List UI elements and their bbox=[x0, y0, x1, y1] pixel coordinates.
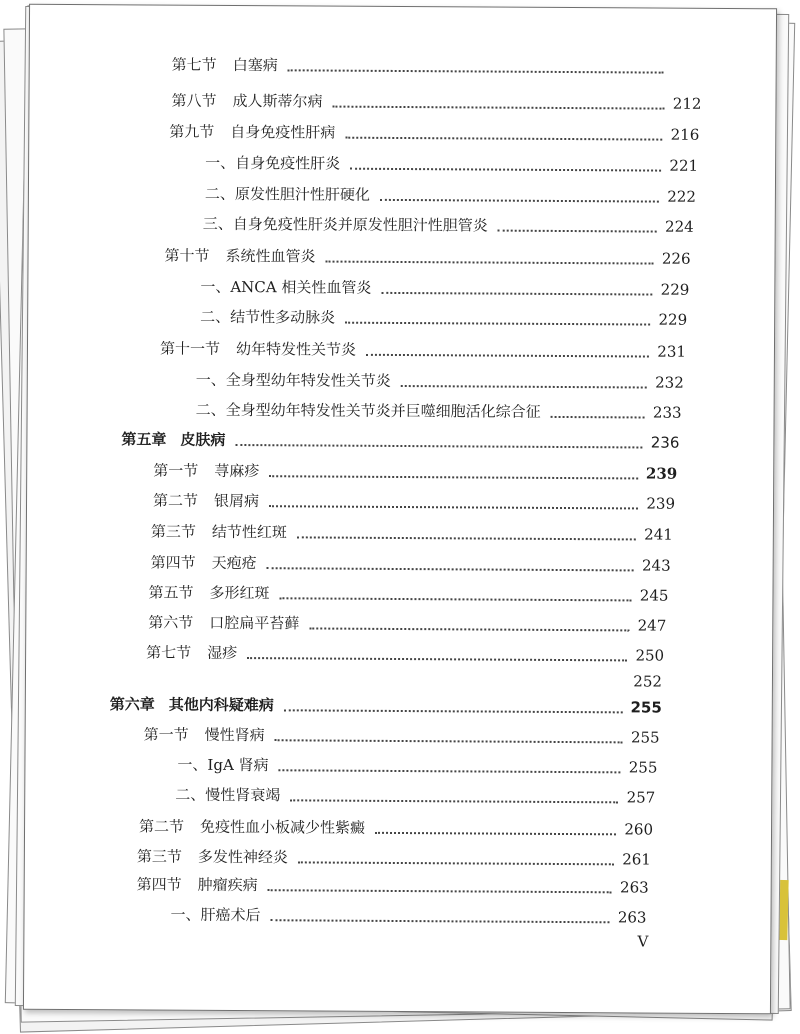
toc-section: 第三节 bbox=[136, 847, 182, 866]
toc-section: 第六节 bbox=[148, 613, 194, 632]
toc-section: 第二节 bbox=[139, 817, 185, 836]
toc-entry bbox=[526, 668, 662, 691]
toc-page-number: 231 bbox=[657, 342, 687, 361]
toc-title: 白塞病 bbox=[232, 55, 278, 75]
toc-entry[interactable] bbox=[171, 88, 701, 113]
toc-section: 一、 bbox=[177, 755, 208, 774]
toc-page-number: 236 bbox=[650, 433, 680, 452]
toc-page-number: 257 bbox=[626, 788, 656, 807]
leader-dots bbox=[298, 859, 614, 865]
toc-section: 第九节 bbox=[169, 122, 215, 141]
toc-title: 自身免疫性肝炎 bbox=[235, 153, 341, 173]
toc-title: 全身型幼年特发性关节炎并巨噬细胞活化综合征 bbox=[225, 400, 541, 421]
toc-entry[interactable] bbox=[144, 721, 660, 746]
toc-title: 结节性红斑 bbox=[211, 522, 287, 542]
toc-page-number: 222 bbox=[667, 187, 696, 206]
toc-section: 一、 bbox=[170, 905, 201, 924]
toc-entry[interactable] bbox=[172, 52, 672, 77]
leader-dots bbox=[332, 104, 664, 110]
toc-entry[interactable] bbox=[196, 367, 684, 392]
toc-page-number: 216 bbox=[670, 125, 700, 144]
toc-page-number: 255 bbox=[630, 698, 662, 717]
leader-dots bbox=[380, 197, 659, 203]
toc-title: 多形红斑 bbox=[209, 583, 270, 603]
toc-page-number: 245 bbox=[639, 586, 669, 605]
toc-page-number: 212 bbox=[672, 94, 702, 113]
leader-dots bbox=[235, 442, 642, 448]
toc-section: 第十一节 bbox=[159, 339, 221, 358]
toc-page-number: 255 bbox=[630, 728, 660, 747]
leader-dots bbox=[267, 565, 634, 571]
toc-section: 第十节 bbox=[164, 246, 210, 265]
toc-page-number: 263 bbox=[617, 908, 647, 927]
toc-entry[interactable] bbox=[203, 211, 694, 236]
toc-entry[interactable] bbox=[137, 843, 651, 868]
toc-section: 第二节 bbox=[152, 491, 199, 510]
toc-entry[interactable] bbox=[153, 457, 677, 482]
page-number-footer: V bbox=[637, 932, 649, 951]
toc-title: 湿疹 bbox=[207, 643, 238, 663]
toc-entry[interactable] bbox=[148, 609, 666, 634]
toc-page-number: 255 bbox=[628, 758, 658, 777]
toc-chapter-title: 皮肤病 bbox=[180, 430, 226, 449]
leader-dots bbox=[275, 737, 623, 743]
toc-title: 肿瘤疾病 bbox=[197, 875, 258, 895]
toc-page-number: 229 bbox=[658, 310, 688, 329]
leader-dots bbox=[279, 595, 631, 601]
toc-entry[interactable] bbox=[153, 487, 675, 512]
toc-title: 慢性肾病 bbox=[204, 725, 265, 745]
leader-dots bbox=[284, 707, 623, 713]
toc-entry[interactable] bbox=[170, 902, 646, 927]
toc-page-number: 250 bbox=[635, 646, 665, 665]
toc-page-number: 239 bbox=[646, 494, 676, 513]
toc-chapter[interactable] bbox=[110, 691, 662, 716]
toc-section: 二、 bbox=[204, 184, 235, 203]
toc-title: 免疫性血小板减少性紫癜 bbox=[200, 817, 366, 837]
toc-page-number: 252 bbox=[633, 672, 663, 691]
toc-entry[interactable] bbox=[151, 518, 673, 543]
toc-page-number: 232 bbox=[655, 373, 684, 392]
toc-page-number: 241 bbox=[644, 525, 673, 544]
toc-entry[interactable] bbox=[164, 243, 690, 268]
toc-page-number: 239 bbox=[645, 464, 678, 483]
leader-dots bbox=[326, 259, 654, 265]
leader-dots bbox=[297, 534, 636, 540]
toc-chapter-number: 第六章 bbox=[109, 695, 155, 714]
toc-section: 第一节 bbox=[153, 461, 199, 480]
leader-dots bbox=[381, 290, 652, 296]
toc-page bbox=[23, 4, 777, 1015]
toc-title: 幼年特发性关节炎 bbox=[235, 339, 357, 359]
toc-entry[interactable] bbox=[160, 336, 686, 361]
leader-dots bbox=[401, 383, 647, 389]
leader-dots bbox=[366, 352, 649, 358]
toc-title: 结节性多动脉炎 bbox=[230, 307, 336, 327]
toc-entry[interactable] bbox=[146, 639, 664, 664]
toc-title: 全身型幼年特发性关节炎 bbox=[225, 370, 391, 390]
toc-section: 二、 bbox=[175, 785, 206, 804]
toc-section: 一、 bbox=[205, 153, 236, 172]
leader-dots bbox=[269, 503, 638, 509]
toc-section: 第八节 bbox=[171, 91, 217, 110]
toc-entry[interactable] bbox=[205, 150, 698, 175]
toc-title: 成人斯蒂尔病 bbox=[232, 91, 323, 111]
toc-section: 第五节 bbox=[148, 583, 194, 602]
toc-page-number: 221 bbox=[669, 156, 699, 175]
toc-title: 银屑病 bbox=[214, 491, 260, 511]
toc-section: 二、 bbox=[200, 307, 231, 326]
toc-entry[interactable] bbox=[139, 813, 653, 838]
toc-entry[interactable] bbox=[200, 274, 689, 299]
leader-dots bbox=[290, 797, 618, 803]
toc-section: 第三节 bbox=[150, 522, 196, 541]
leader-dots bbox=[551, 414, 645, 419]
toc-entry[interactable] bbox=[205, 181, 696, 206]
toc-title: 原发性胆汁性肝硬化 bbox=[234, 184, 371, 204]
toc-chapter-number: 第五章 bbox=[121, 430, 167, 449]
toc-page-number: 247 bbox=[637, 616, 667, 635]
toc-page-number: 226 bbox=[661, 249, 691, 268]
toc-entry[interactable] bbox=[177, 752, 657, 777]
toc-page-number: 229 bbox=[660, 280, 690, 299]
toc-chapter[interactable] bbox=[121, 426, 679, 451]
leader-dots bbox=[247, 655, 627, 661]
toc-page-number: 233 bbox=[652, 403, 682, 422]
toc-title: 肝癌术后 bbox=[200, 905, 261, 925]
toc-entry[interactable] bbox=[169, 119, 699, 144]
toc-title: 荨麻疹 bbox=[214, 461, 260, 481]
toc-section: 第七节 bbox=[146, 643, 192, 662]
leader-dots bbox=[498, 228, 657, 233]
toc-chapter-title: 其他内科疑难病 bbox=[168, 695, 274, 715]
leader-dots bbox=[375, 830, 616, 835]
leader-dots bbox=[288, 67, 664, 73]
toc-page-number: 261 bbox=[622, 850, 651, 869]
toc-entry[interactable] bbox=[200, 304, 687, 329]
toc-title: 天疱疮 bbox=[211, 553, 257, 573]
toc-entry[interactable] bbox=[148, 579, 668, 604]
toc-entry[interactable] bbox=[196, 397, 682, 422]
toc-section: 一、 bbox=[195, 370, 226, 389]
leader-dots bbox=[279, 767, 621, 773]
toc-title: 自身免疫性肝炎并原发性胆汁性胆管炎 bbox=[232, 214, 488, 235]
toc-entry[interactable] bbox=[137, 871, 649, 896]
toc-title: 系统性血管炎 bbox=[225, 246, 316, 266]
leader-dots bbox=[268, 887, 612, 893]
toc-section: 第四节 bbox=[150, 553, 196, 572]
toc-section: 第四节 bbox=[136, 875, 182, 894]
toc-title: 多发性神经炎 bbox=[197, 847, 288, 867]
leader-dots bbox=[271, 917, 610, 923]
toc-page-number: 224 bbox=[665, 217, 694, 236]
toc-page-number: 243 bbox=[641, 556, 671, 575]
toc-page-number: 263 bbox=[619, 878, 649, 897]
leader-dots bbox=[345, 320, 650, 326]
toc-section: 一、 bbox=[200, 277, 231, 296]
toc-title: IgA 肾病 bbox=[207, 755, 269, 775]
toc-title: 慢性肾衰竭 bbox=[205, 785, 281, 805]
toc-entry[interactable] bbox=[151, 549, 671, 574]
toc-section: 三、 bbox=[202, 214, 233, 233]
leader-dots bbox=[350, 166, 661, 172]
toc-section: 第七节 bbox=[171, 55, 217, 74]
toc-title: ANCA 相关性血管炎 bbox=[230, 277, 372, 297]
leader-dots bbox=[309, 625, 629, 631]
toc-section: 二、 bbox=[195, 400, 226, 419]
toc-entry[interactable] bbox=[175, 782, 655, 807]
leader-dots bbox=[269, 473, 638, 479]
toc-page-number: 260 bbox=[624, 820, 654, 839]
toc-section: 第一节 bbox=[143, 725, 189, 744]
toc-title: 口腔扁平苔藓 bbox=[209, 613, 300, 633]
toc-title: 自身免疫性肝病 bbox=[230, 122, 336, 142]
leader-dots bbox=[345, 135, 662, 141]
